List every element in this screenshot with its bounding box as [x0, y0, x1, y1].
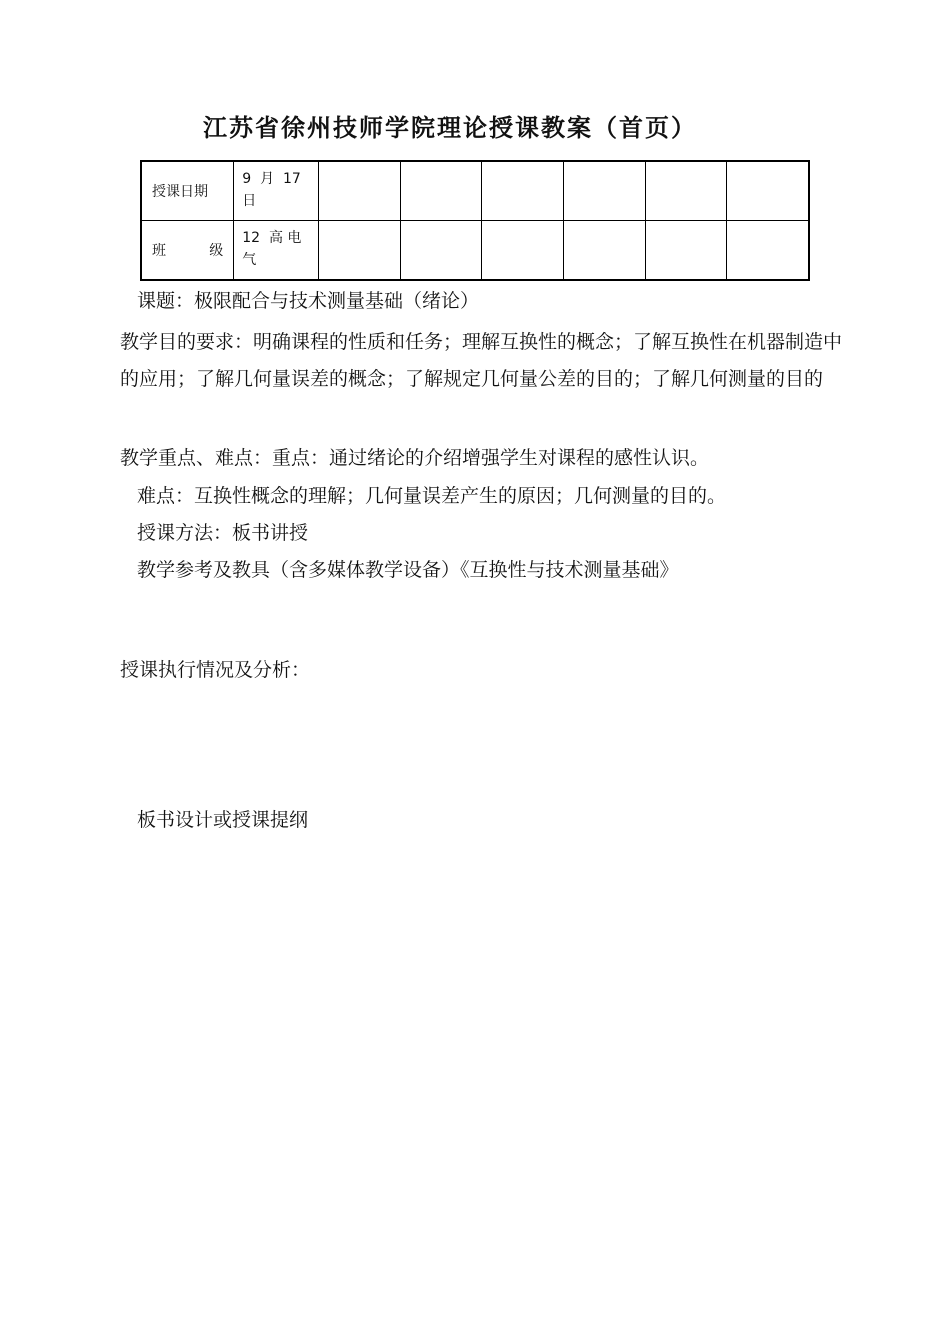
empty-cell [319, 221, 401, 281]
class-header [141, 221, 234, 281]
board-design-label: 板书设计或授课提纲 [137, 809, 309, 831]
empty-cell [482, 161, 564, 221]
empty-cell [727, 161, 809, 221]
key-points-line: 教学重点、难点：重点：通过绪论的介绍增强学生对课程的感性认识。 [120, 447, 710, 469]
difficulties-line: 难点：互换性概念的理解；几何量误差产生的原因；几何测量的目的。 [137, 485, 727, 507]
empty-cell [564, 221, 646, 281]
class-value [234, 221, 319, 281]
page-title: 江苏省徐州技师学院理论授课教案（首页） [203, 114, 697, 142]
objectives-paragraph: 教学目的要求：明确课程的性质和任务；理解互换性的概念；了解互换性在机器制造中的应用；了解几何量误差的概念；了解规定几何量公差的目的；了解几何测量的目的 [120, 331, 843, 390]
class-header-b: 级 [209, 243, 224, 259]
empty-cell [564, 161, 646, 221]
date-value-line1: 9 月 17 [242, 171, 301, 187]
class-value-line2: 气 [242, 252, 257, 268]
empty-cell [482, 221, 564, 281]
empty-cell [645, 161, 727, 221]
method-line: 授课方法：板书讲授 [137, 522, 309, 544]
class-header-a: 班 [152, 243, 166, 259]
date-value-line2: 日 [242, 193, 257, 209]
topic-line: 课题：极限配合与技术测量基础（绪论） [137, 290, 480, 312]
class-value-line1: 12 高 电 [242, 230, 302, 246]
execution-analysis-label: 授课执行情况及分析： [120, 659, 311, 681]
date-header: 授课日期 [141, 161, 234, 221]
lesson-info-table [140, 160, 810, 281]
table-row [141, 161, 809, 221]
empty-cell [319, 161, 401, 221]
empty-cell [645, 221, 727, 281]
references-line: 教学参考及教具（含多媒体教学设备）《互换性与技术测量基础》 [137, 559, 679, 581]
table-row [141, 221, 809, 281]
empty-cell [400, 161, 482, 221]
date-value [234, 161, 319, 221]
empty-cell [400, 221, 482, 281]
empty-cell [727, 221, 809, 281]
